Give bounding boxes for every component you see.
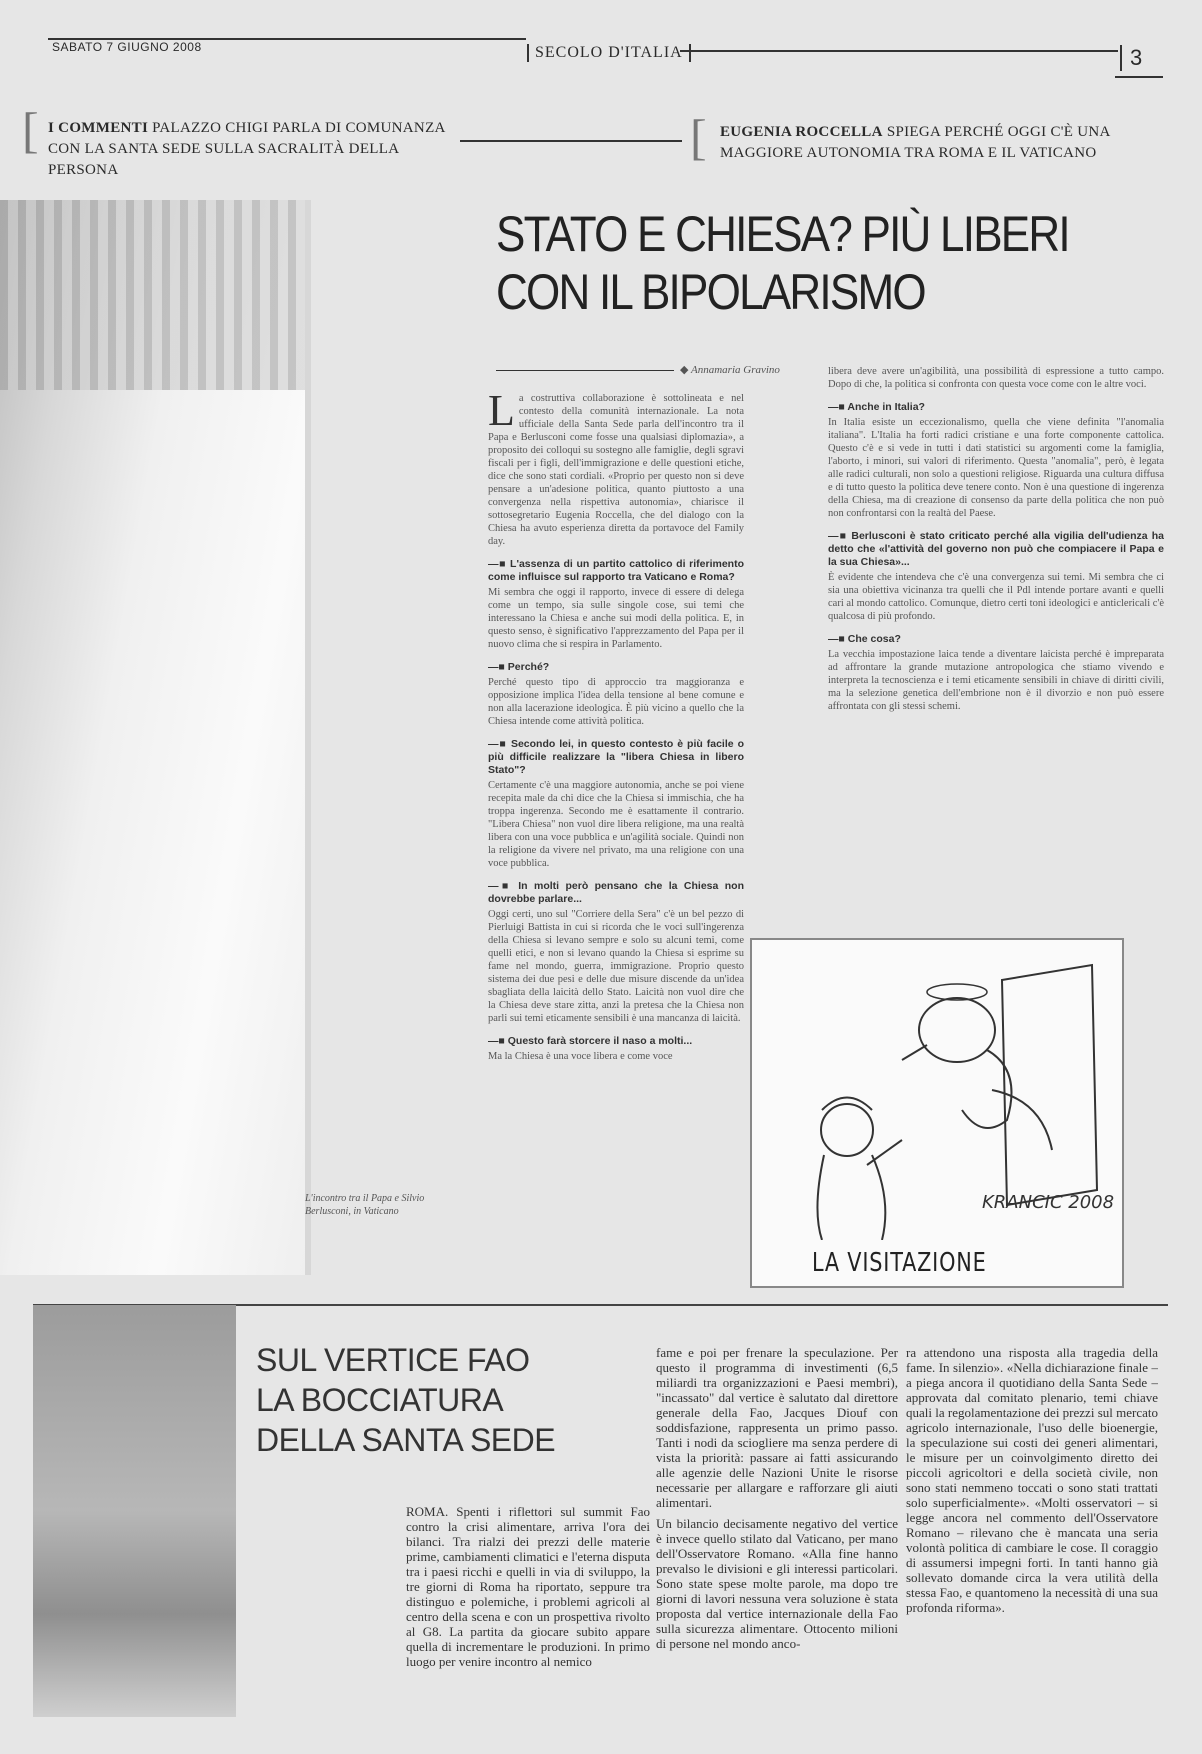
kicker-right-label: EUGENIA ROCCELLA	[720, 124, 883, 140]
question-3: —■ Secondo lei, in questo contesto è più facile o più difficile realizzare la "libera Chiesa in libero Stato"?	[488, 738, 744, 776]
answer-3: Certamente c'è una maggiore autonomia, anche se poi viene recepita male da chi dice che la Chiesa si immischia, che ha troppa ingerenza. Secondo me è esattamente il contrario. "Libera Chiesa" non vuol dire libera religione, ma una realtà libera con una voce pubblica e un'agilità sociale. Quindi non la religione da vivere nel privato, ma una religione con una voce pubblica.	[488, 780, 744, 869]
byline-rule	[496, 370, 674, 371]
fao-title-line-2: LA BOCCIATURA	[256, 1382, 504, 1418]
byline: ◆ Annamaria Gravino	[680, 364, 780, 376]
question-1: —■ L'assenza di un partito cattolico di riferimento come influisce sul rapporto tra Vaticano e Roma?	[488, 558, 744, 583]
masthead-paper-name: SECOLO D'ITALIA	[527, 44, 691, 62]
masthead-rule-page	[1115, 76, 1163, 78]
cartoon-signature: KRANCIC 2008	[982, 1192, 1115, 1213]
question-4: —■ In molti però pensano che la Chiesa non dovrebbe parlare...	[488, 880, 744, 905]
masthead-rule-right	[680, 50, 1118, 52]
photo-edge	[305, 200, 311, 1275]
answer-8: La vecchia impostazione laica tende a diventare laicista perché è impreparata ad affrontare la grande mutazione antropologica che stiamo vivendo e interpreta la tecnoscienza e i temi eticamente sensibili in chiave di diritti civili, ma la selezione genetica dell'embrione non è il divorzio e non può essere affrontata con gli stessi schemi.	[828, 649, 1164, 712]
fao-column-2-para-2: Un bilancio decisamente negativo del vertice è invece quello stilato dal Vaticano, per mano dell'Osservatore Romano. «Alla fine hanno prevalso le divisioni e gli interessi particolari. Sono state spese molte parole, ma dopo tre giorni di lavori nessuna vera soluzione è stata proposta dal vertice internazionale della Fao sulla sicurezza alimentare. Ottocento milioni di persone nel mondo anco-	[656, 1516, 898, 1651]
fao-column-2-para-1: fame e poi per frenare la speculazione. Per questo il programma di investimenti (6,5 miliardi tra organizzazioni e Paesi membri), "incassato" dal vertice è salutato dal direttore generale della Fao, Jacques Diouf con soddisfazione, rappresenta un primo passo. Tanti i nodi da sciogliere ma senza perdere di vista la priorità: passare ai fatti assicurando alle agenzie delle Nazioni Unite le risorse necessarie per allargare e rafforzare gli aiuti alimentari.	[656, 1345, 898, 1510]
answer-6: In Italia esiste un eccezionalismo, quella che viene definita "l'anomalia italiana". L'Italia ha forti radici cristiane e una forte componente cattolica. Questo c'è e si vede in tutti i dati statistici su argomenti come la famiglia, l'aborto, i minori, sui valori di riferimento. Questa "anomalia", però, è legata alle radici culturali, non solo a questioni religiose. Riguarda una cultura diffusa e di tutto questo la politica deve tenere conto. Non è una questione di ingerenza della Chiesa, ma di creazione di consenso da parte della politica che non può non confrontarsi con la realtà del Paese.	[828, 417, 1164, 519]
masthead-date: SABATO 7 GIUGNO 2008	[52, 40, 202, 54]
question-7: —■ Berlusconi è stato criticato perché alla vigilia dell'udienza ha detto che «l'attività del governo non può che compiacere il Papa e la sua Chiesa»...	[828, 530, 1164, 568]
column-2-intro: libera deve avere un'agibilità, una possibilità di espressione a tutto campo. Dopo di che, la politica si confronta con questa voce come con le altre voci.	[828, 366, 1164, 390]
kicker-left	[48, 118, 468, 181]
fao-column-2	[656, 1345, 898, 1745]
article-title: STATO E CHIESA? PIÙ LIBERI CON IL BIPOLARISMO	[496, 206, 1069, 320]
question-6: —■ Anche in Italia?	[828, 401, 925, 413]
photo-bookshelf	[0, 200, 305, 390]
cartoon	[750, 938, 1124, 1288]
answer-5: Ma la Chiesa è una voce libera e come voce	[488, 1051, 673, 1062]
fao-column-1: ROMA. Spenti i riflettori sul summit Fao contro la crisi alimentare, arriva l'ora dei bilanci. Tra rialzi dei prezzi delle materie prime, cambiamenti climatici e l'eterna disputa tra i paesi ricchi e quelli in via di sviluppo, la tre giorni di Roma ha riportato, seppure tra distinguo e polemiche, i problemi agricoli al centro della scena e con un prospettiva rivolto al G8. La partita da giocare subito appare quella di incrementare le produzioni. In primo luogo per venire incontro al nemico	[406, 1504, 650, 1669]
bracket-icon: [	[22, 102, 39, 158]
kicker-left-text: PALAZZO CHIGI PARLA DI COMUNANZA CON LA SANTA SEDE SULLA SACRALITÀ DELLA PERSONA	[48, 120, 445, 178]
page-number: 3	[1120, 45, 1142, 71]
answer-7: È evidente che intendeva che c'è una convergenza sui temi. Mi sembra che ci sia una obiettiva vicinanza tra quelli che il Pdl intende portare avanti e quelli cari al mondo cattolico. Comunque, dietro certi toni ideologici e anticlericali c'è qualcosa di più profondo.	[828, 572, 1164, 622]
fao-title-line-3: DELLA SANTA SEDE	[256, 1422, 556, 1458]
fao-column-3: ra attendono una risposta alla tragedia della fame. In silenzio». «Nella dichiarazione finale –a piega ancora il quotidiano della Santa Sede – approvata dal comitato plenario, temi chiave quali la regolamentazione dei prezzi sul mercato agricolo internazionale, l'uso delle bioenergie, la speculazione sui costi dei generi alimentari, le misure per un coinvolgimento diretto dei piccoli agricoltori e della società civile, non sono stati nemmeno toccati o sono stati trattati solo superficialmente». «Molti osservatori – si legge ancora nel commento dell'Osservatore Romano – rilevano che è mancata una seria volontà politica di cambiare le cose. Il coraggio di assumersi impegni forti. In tanti hanno già sollevato domande circa la vera utilità della stessa Fao, e quantomeno la necessità di una sua profonda riforma».	[906, 1345, 1158, 1615]
fao-title-line-1: SUL VERTICE FAO	[256, 1342, 530, 1378]
photo-caption: L'incontro tra il Papa e Silvio Berlusconi, in Vaticano	[305, 1193, 425, 1217]
kicker-right-text: SPIEGA PERCHÉ OGGI C'È UNA MAGGIORE AUTONOMIA TRA ROMA E IL VATICANO	[720, 124, 1110, 161]
bracket-icon: [	[690, 109, 707, 165]
kicker-divider	[460, 140, 682, 142]
question-8: —■ Che cosa?	[828, 633, 901, 645]
article-column-2	[828, 365, 1164, 900]
fao-title	[256, 1340, 606, 1460]
answer-4: Oggi certi, uno sul "Corriere della Sera" c'è un bel pezzo di Pierluigi Battista in cui si ricorda che le voci sull'ingerenza della Chiesa si levano sempre e solo su alcuni temi, come quelli etici, e non si levano quando la Chiesa si esprime su fame nel mondo, guerra, immigrazione. Proprio questo sistema dei due pesi e delle due misure discende da un'idea sbagliata della laicità dello Stato. Laicità non vuol dire che la Chiesa deve stare zitta, anzi la pretesa che la Chiesa non parli sui temi eticamente sensibili è una mancanza di laicità.	[488, 909, 744, 1024]
photo-fao-summit	[33, 1305, 236, 1717]
kicker-right	[720, 122, 1140, 164]
article-intro: La costruttiva collaborazione è sottolineata e nel contesto della comunità internazionale. La nota ufficiale della Santa Sede parla dell'incontro tra il Papa e Berlusconi come fosse una qualsiasi diplomazia», a proposito dei colloqui su sostegno alle famiglie, degli sgravi fiscali per i figli, dell'immigrazione e delle questioni etiche, dice che sono stati cordiali. «Proprio per questo non si deve pensare a un'adesione politica, quanto piuttosto a una convergenza nella rispettiva autonomia», chiarisce il sottosegretario Eugenia Roccella, che del dialogo con la Chiesa ha avuto esperienza diretta da portavoce del Family day.	[488, 392, 744, 547]
article-column-1	[488, 392, 744, 1282]
question-5: —■ Questo farà storcere il naso a molti...	[488, 1035, 693, 1047]
dropcap: L	[488, 392, 515, 435]
kicker-left-label: I COMMENTI	[48, 120, 149, 136]
question-2: —■ Perché?	[488, 661, 550, 673]
answer-2: Perché questo tipo di approccio tra maggioranza e opposizione implica l'idea della tensione al bene comune e non alla lacerazione ideologica. È più vicino a quello che la Chiesa intende come attività politica.	[488, 677, 744, 727]
cartoon-label: LA VISITAZIONE	[812, 1248, 987, 1278]
answer-1: Mi sembra che oggi il rapporto, invece di essere di delega come un tempo, sia sulle singole cose, sui temi che interessano la Chiesa e anche sui modi della politica. E, in questo senso, è significativo l'apprezzamento del Papa per il nuovo clima che si respira in Parlamento.	[488, 587, 744, 650]
